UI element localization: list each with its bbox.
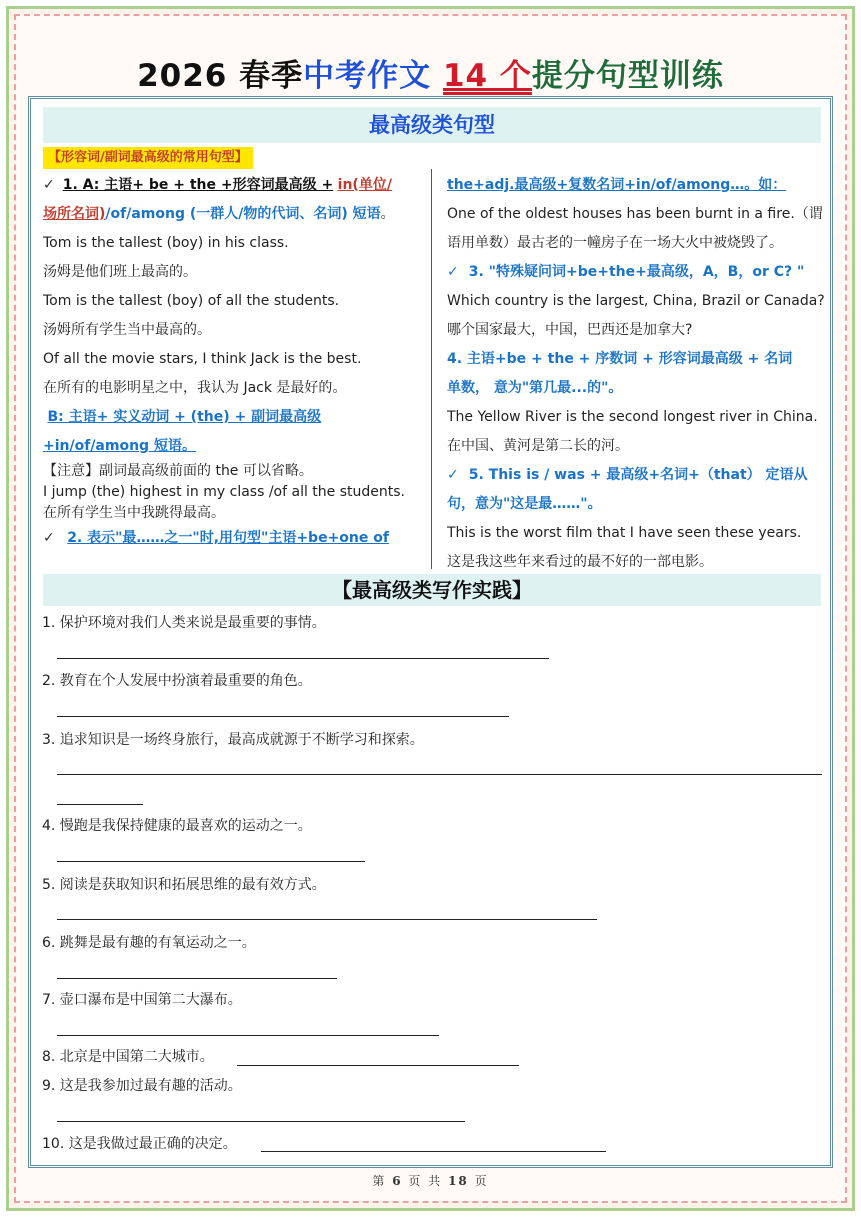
question-item: 3. 追求知识是一场终身旅行，最高成就源于不断学习和探索。 (42, 732, 424, 748)
check-icon: ✓ (43, 530, 55, 546)
page-number: 6 (392, 1174, 403, 1188)
example-en: Tom is the tallest (boy) of all the students. (43, 293, 340, 309)
rule-5: ✓ 5. This is / was + 最高级+名词+（that） 定语从 (447, 467, 808, 483)
example-en: Tom is the tallest (boy) in his class. (43, 235, 289, 251)
rule-2: ✓ 2. 表示"最……之一"时,用句型"主语+be+one of (43, 530, 389, 546)
question-item: 2. 教育在个人发展中扮演着最重要的角色。 (42, 673, 312, 689)
answer-line[interactable] (57, 716, 509, 717)
check-icon: ✓ (43, 177, 55, 193)
question-item: 4. 慢跑是我保持健康的最喜欢的运动之一。 (42, 818, 312, 834)
rule-2-cont: the+adj.最高级+复数名词+in/of/among…。如： (447, 177, 787, 193)
example-zh: 在所有的电影明星之中，我认为 Jack 是最好的。 (43, 380, 347, 396)
right-column (447, 171, 825, 577)
rule-4: 4. 主语+be + the + 序数词 + 形容词最高级 + 名词 (447, 351, 793, 367)
answer-line[interactable] (57, 1121, 465, 1122)
section-tag: 【形容词/副词最高级的常用句型】 (43, 147, 253, 169)
rule-1b: B: 主语+ 实义动词 + (the) + 副词最高级 (47, 409, 322, 425)
example-zh: 汤姆所有学生当中最高的。 (43, 322, 211, 338)
example-en: Which country is the largest, China, Brazil or Canada? (447, 293, 825, 309)
note-line: 【注意】副词最高级前面的 the 可以省略。 (43, 463, 313, 479)
rule-1: ✓ 1. A: 主语+ be + the +形容词最高级 + in(单位/ (43, 177, 392, 193)
example-en: One of the oldest houses has been burnt in a fire.（谓 (447, 206, 823, 222)
rule-4-cont: 单数， 意为"第几最...的"。 (447, 380, 623, 396)
question-item: 10. 这是我做过最正确的决定。 (42, 1136, 237, 1152)
content-box (28, 96, 833, 1168)
answer-line[interactable] (237, 1065, 519, 1066)
rule-3: ✓ 3. "特殊疑问词+be+the+最高级，A，B，or C? " (447, 264, 805, 280)
answer-line[interactable] (57, 919, 597, 920)
note-example-zh: 在所有学生当中我跳得最高。 (43, 505, 225, 521)
answer-line[interactable] (57, 804, 143, 805)
check-icon: ✓ (447, 264, 459, 280)
note-example-en: I jump (the) highest in my class /of all the students. (43, 484, 405, 500)
section-heading: 最高级类句型 (43, 107, 821, 143)
column-divider (431, 169, 432, 569)
title-topic: 中考作文 (303, 58, 432, 94)
page-title (0, 50, 861, 95)
example-zh: 汤姆是他们班上最高的。 (43, 264, 197, 280)
rule-5-cont: 句，意为"这是最……"。 (447, 496, 602, 512)
example-zh: 在中国、黄河是第二长的河。 (447, 438, 629, 454)
title-year: 2026 春季 (137, 58, 304, 94)
question-item: 7. 壶口瀑布是中国第二大瀑布。 (42, 992, 242, 1008)
answer-line[interactable] (57, 774, 822, 775)
rule-1-cont: 场所名词)/of/among (一群人/物的代词、名词) 短语。 (43, 206, 395, 222)
answer-line[interactable] (261, 1151, 606, 1152)
page-footer: 第 6 页 共 18 页 (372, 1174, 489, 1188)
example-en: This is the worst film that I have seen these years. (447, 525, 802, 541)
example-zh: 哪个国家最大，中国，巴西还是加拿大? (447, 322, 693, 338)
example-en: The Yellow River is the second longest river in China. (447, 409, 818, 425)
answer-line[interactable] (57, 861, 365, 862)
answer-line[interactable] (57, 658, 549, 659)
example-en: Of all the movie stars, I think Jack is the best. (43, 351, 362, 367)
title-count: 14 个 (442, 58, 532, 94)
left-column (43, 171, 425, 553)
question-item: 6. 跳舞是最有趣的有氧运动之一。 (42, 935, 256, 951)
answer-line[interactable] (57, 978, 337, 979)
example-zh: 语用单数）最古老的一幢房子在一场大火中被烧毁了。 (447, 235, 783, 251)
example-zh: 这是我这些年来看过的最不好的一部电影。 (447, 554, 713, 570)
title-suffix: 提分句型训练 (531, 58, 724, 94)
question-item: 1. 保护环境对我们人类来说是最重要的事情。 (42, 615, 326, 631)
rule-1b-cont: +in/of/among 短语。 (43, 438, 196, 454)
practice-heading: 【最高级类写作实践】 (43, 574, 821, 606)
check-icon: ✓ (447, 467, 459, 483)
page-total: 18 (448, 1174, 469, 1188)
question-item: 8. 北京是中国第二大城市。 (42, 1049, 214, 1065)
question-item: 5. 阅读是获取知识和拓展思维的最有效方式。 (42, 877, 326, 893)
question-item: 9. 这是我参加过最有趣的活动。 (42, 1078, 242, 1094)
answer-line[interactable] (57, 1035, 439, 1036)
